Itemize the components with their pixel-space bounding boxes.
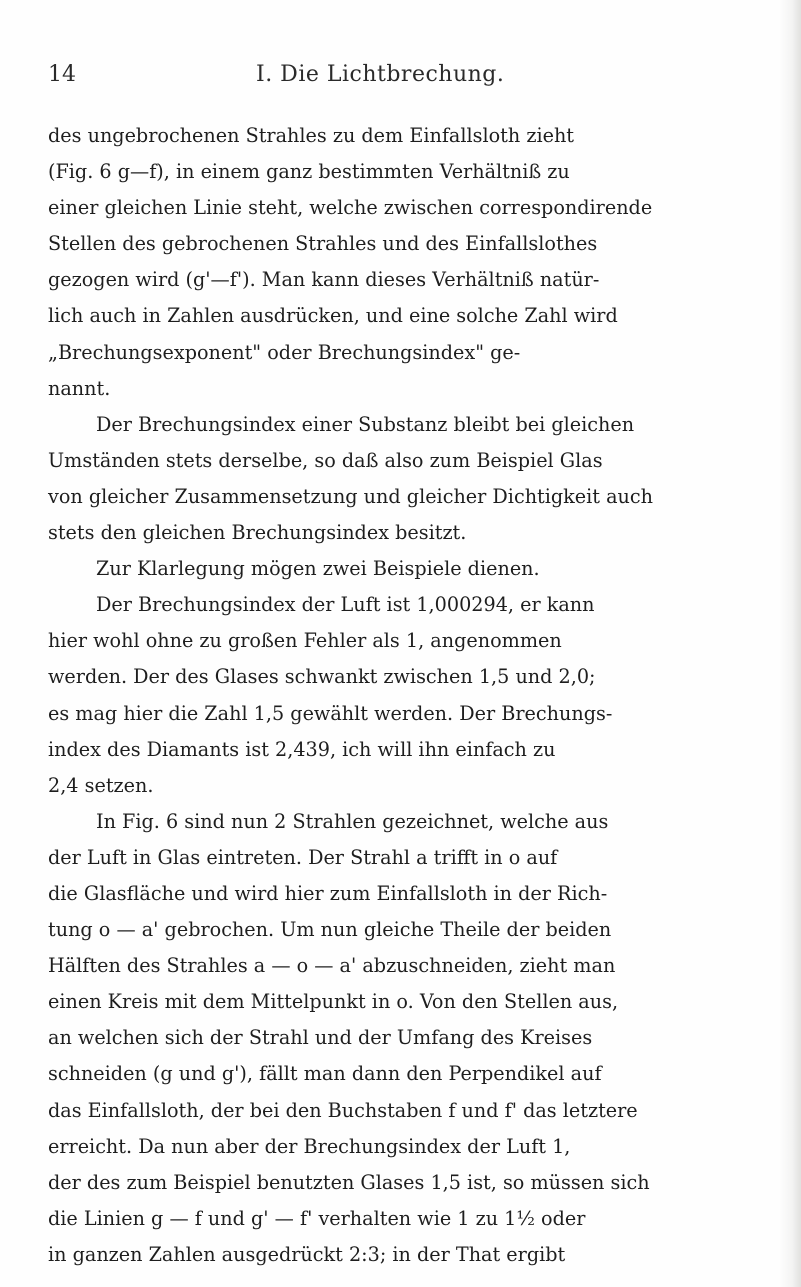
text-line: gezogen wird (g'—f'). Man kann dieses Verhältniß natür- bbox=[48, 268, 600, 292]
text-line: Der Brechungsindex der Luft ist 1,000294, er kann bbox=[96, 593, 595, 617]
text-line: Zur Klarlegung mögen zwei Beispiele dienen. bbox=[96, 557, 540, 581]
text-line: Umständen stets derselbe, so daß also zum Beispiel Glas bbox=[48, 448, 603, 472]
text-line: hier wohl ohne zu großen Fehler als 1, angenommen bbox=[48, 629, 562, 653]
text-line: 2,4 setzen. bbox=[48, 773, 154, 797]
text-line: schneiden (g und g'), fällt man dann den Perpendikel auf bbox=[48, 1062, 602, 1086]
text-line: lich auch in Zahlen ausdrücken, und eine solche Zahl wird bbox=[48, 304, 618, 328]
text-line: stets den gleichen Brechungsindex besitzt. bbox=[48, 521, 467, 545]
text-line: das Einfallsloth, der bei den Buchstaben f und f' das letztere bbox=[48, 1098, 638, 1122]
text-line: Stellen des gebrochenen Strahles und des Einfallslothes bbox=[48, 232, 598, 256]
text-line: einen Kreis mit dem Mittelpunkt in o. Von den Stellen aus, bbox=[48, 990, 619, 1014]
text-line: in ganzen Zahlen ausgedrückt 2:3; in der That ergibt bbox=[48, 1242, 566, 1266]
body-text bbox=[48, 118, 760, 1273]
page-header bbox=[48, 62, 748, 94]
page-number: 14 bbox=[48, 62, 76, 87]
text-line: Der Brechungsindex einer Substanz bleibt bei gleichen bbox=[96, 412, 635, 436]
text-line: die Linien g — f und g' — f' verhalten wie 1 zu 1½ oder bbox=[48, 1206, 586, 1230]
text-line: des ungebrochenen Strahles zu dem Einfallsloth zieht bbox=[48, 124, 575, 147]
text-line: die Glasfläche und wird hier zum Einfallsloth in der Rich- bbox=[48, 881, 608, 905]
text-line: erreicht. Da nun aber der Brechungsindex der Luft 1, bbox=[48, 1134, 571, 1158]
running-title: I. Die Lichtbrechung. bbox=[256, 62, 505, 87]
text-line: werden. Der des Glases schwankt zwischen 1,5 und 2,0; bbox=[48, 665, 596, 689]
text-line: nannt. bbox=[48, 376, 111, 400]
text-line: von gleicher Zusammensetzung und gleicher Dichtigkeit auch bbox=[48, 484, 654, 508]
text-line: „Brechungsexponent" oder Brechungsindex" ge- bbox=[48, 340, 521, 364]
page-edge-shadow bbox=[779, 0, 801, 1287]
text-line: Hälften des Strahles a — o — a' abzuschneiden, zieht man bbox=[48, 954, 616, 978]
text-line: an welchen sich der Strahl und der Umfang des Kreises bbox=[48, 1026, 593, 1050]
text-line: In Fig. 6 sind nun 2 Strahlen gezeichnet, welche aus bbox=[96, 809, 609, 833]
text-line: (Fig. 6 g—f), in einem ganz bestimmten Verhältniß zu bbox=[48, 160, 570, 184]
text-line: der Luft in Glas eintreten. Der Strahl a trifft in o auf bbox=[48, 845, 558, 869]
text-line: index des Diamants ist 2,439, ich will ihn einfach zu bbox=[48, 737, 556, 761]
text-line: es mag hier die Zahl 1,5 gewählt werden. Der Brechungs- bbox=[48, 701, 613, 725]
text-line: einer gleichen Linie steht, welche zwischen correspondirende bbox=[48, 196, 653, 220]
text-line: tung o — a' gebrochen. Um nun gleiche Theile der beiden bbox=[48, 918, 612, 942]
text-line: der des zum Beispiel benutzten Glases 1,5 ist, so müssen sich bbox=[48, 1170, 650, 1194]
